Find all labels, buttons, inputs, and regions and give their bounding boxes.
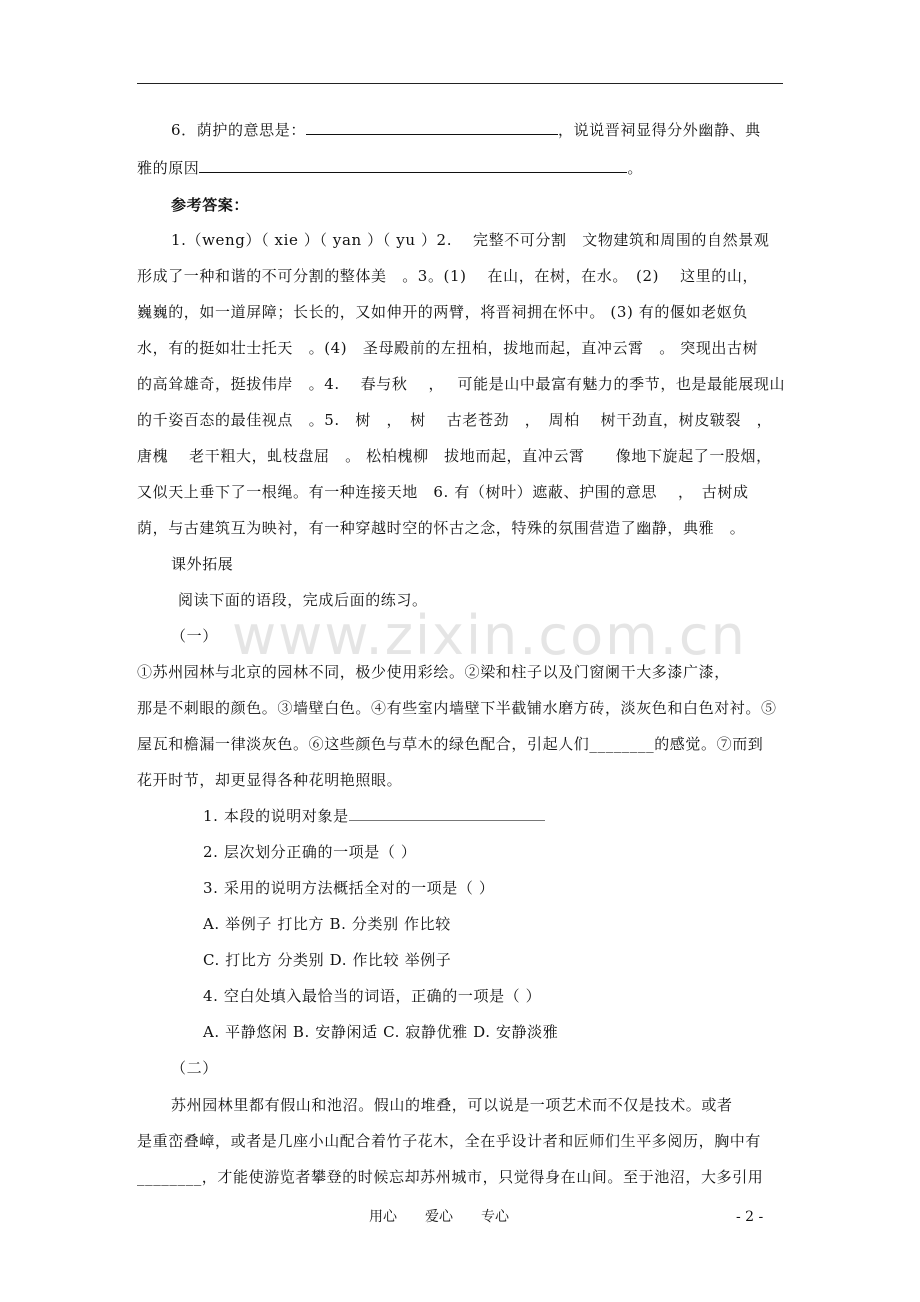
passage-1-line: 花开时节，却更显得各种花明艳照眼。 — [137, 771, 403, 789]
question-1-3-options-ab: A. 举例子 打比方 B. 分类别 作比较 — [203, 915, 451, 933]
q6-prefix: 6．荫护的意思是： — [171, 121, 306, 139]
answer-line: 形成了一种和谐的不可分割的整体美 。3。(1) 在山，在树，在水。 (2) 这里的山， — [137, 267, 759, 285]
reading-instruction: 阅读下面的语段，完成后面的练习。 — [178, 591, 428, 609]
passage-2-line: ________，才能使游览者攀登的时候忘却苏州城市，只觉得身在山间。至于池沼，大多引用 — [137, 1168, 764, 1186]
q6-blank-meaning — [306, 120, 558, 135]
answers-title: 参考答案： — [171, 196, 250, 214]
passage-2-line: 是重峦叠嶂，或者是几座小山配合着竹子花木，全在乎设计者和匠师们生平多阅历，胸中有 — [137, 1132, 762, 1150]
passage-1-line: 屋瓦和檐漏一律淡灰色。⑥这些颜色与草木的绿色配合，引起人们________的感觉。⑦而到 — [137, 735, 764, 753]
header-rule — [137, 83, 783, 84]
question-1-1 — [203, 806, 545, 826]
answer-line: 水，有的挺如壮士托天 。(4) 圣母殿前的左扭柏，拔地而起，直冲云霄 。 突现出古树 — [137, 339, 759, 357]
passage-1-line: ①苏州园林与北京的园林不同，极少使用彩绘。②梁和柱子以及门窗阑干大多漆广漆， — [137, 663, 730, 681]
question-1-4: 4. 空白处填入最恰当的词语，正确的一项是（ ） — [203, 987, 542, 1005]
answer-line: 的千姿百态的最佳视点 。5. 树 ， 树 古老苍劲 ， 周柏 树干劲直，树皮皲裂 ， — [137, 411, 773, 429]
answer-line: 唐槐 老干粗大，虬枝盘屈 。 松柏槐柳 拔地而起，直冲云霄 像地下旋起了一股烟， — [137, 447, 772, 465]
answer-line: 巍巍的，如一道屏障；长长的，又如伸开的两臂，将晋祠拥在怀中。 (3) 有的偃如老妪负 — [137, 303, 748, 321]
question-1-3-options-cd: C. 打比方 分类别 D. 作比较 举例子 — [203, 951, 452, 969]
q6-end: 。 — [627, 159, 644, 177]
watermark: www.zixin.com.cn — [232, 604, 747, 667]
footer-motto: 用心 爱心 专心 — [369, 1209, 509, 1225]
question-1-2: 2. 层次划分正确的一项是（ ） — [203, 843, 417, 861]
question-1-4-options: A. 平静悠闲 B. 安静闲适 C. 寂静优雅 D. 安静淡雅 — [203, 1023, 559, 1041]
extension-title: 课外拓展 — [171, 555, 234, 573]
question-6-line1 — [171, 120, 761, 140]
q1-blank — [349, 806, 545, 821]
q1-text: 1. 本段的说明对象是 — [203, 807, 349, 825]
passage-1-line: 那是不刺眼的颜色。③墙壁白色。④有些室内墙壁下半截铺水磨方砖，淡灰色和白色对衬。⑤ — [137, 699, 777, 717]
answer-line: 荫，与古建筑互为映衬，有一种穿越时空的怀古之念，特殊的氛围营造了幽静，典雅 。 — [137, 519, 746, 537]
answer-line: 又似天上垂下了一根绳。有一种连接天地 6. 有（树叶）遮蔽、护围的意思 ， 古树成 — [137, 483, 749, 501]
q6-line2-prefix: 雅的原因 — [137, 159, 200, 177]
passage-2-line: 苏州园林里都有假山和池沼。假山的堆叠，可以说是一项艺术而不仅是技术。或者 — [171, 1096, 733, 1114]
question-6-line2 — [137, 158, 643, 178]
section-1-label: （一） — [171, 627, 218, 645]
question-1-3: 3. 采用的说明方法概括全对的一项是（ ） — [203, 879, 495, 897]
page-number: - 2 - — [736, 1209, 764, 1225]
answer-line: 的高耸雄奇，挺拔伟岸 。4. 春与秋 ， 可能是山中最富有魅力的季节，也是最能展现山 — [137, 375, 786, 393]
section-2-label: （二） — [171, 1059, 218, 1077]
answer-line: 1.（weng）（ xie ）（ yan ）（ yu ）2. 完整不可分割 文物建筑和周围的自然景观 — [171, 231, 770, 249]
q6-blank-reason — [199, 158, 627, 173]
q6-middle: ，说说晋祠显得分外幽静、典 — [557, 121, 761, 139]
